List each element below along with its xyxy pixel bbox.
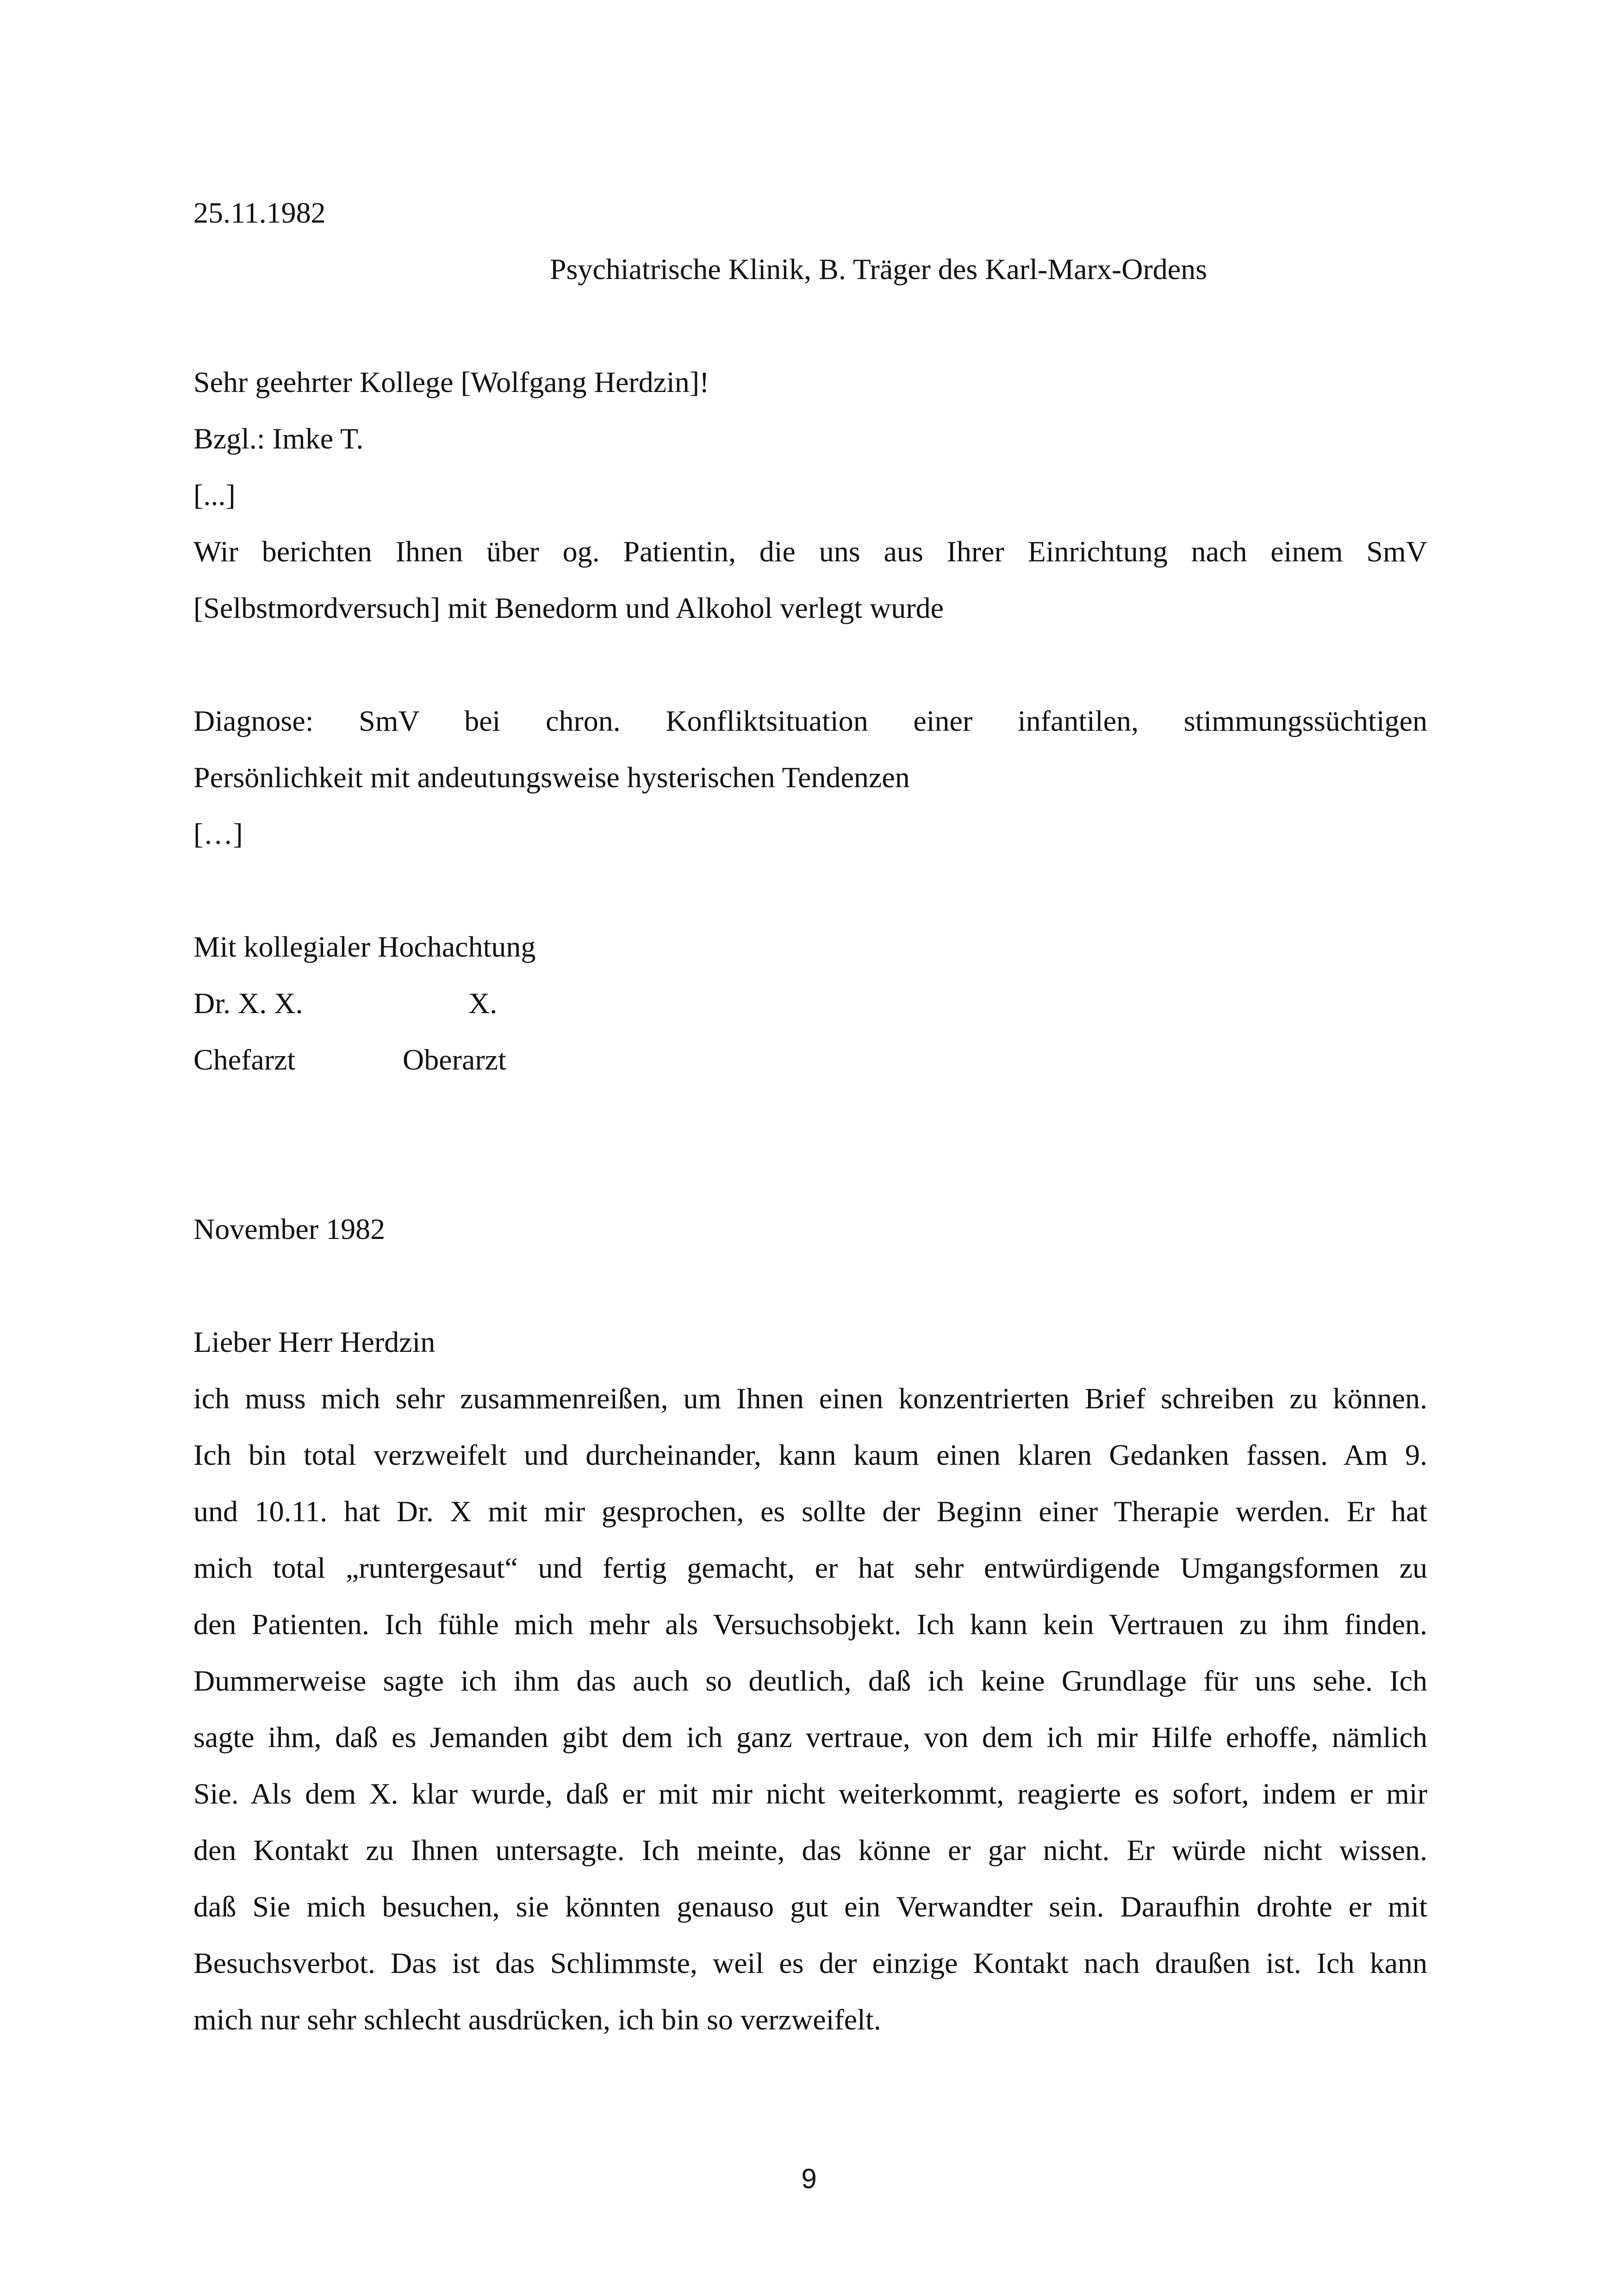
- letter1-diagnosis-line-1: Diagnose: SmV bei chron. Konfliktsituation einer infantilen, stimmungssüchtigen: [193, 704, 1427, 737]
- letter2-line: und 10.11. hat Dr. X mit mir gesprochen, es sollte der Beginn einer Therapie werden. Er hat: [193, 1495, 1427, 1528]
- letter2-line: mich total „runtergesaut“ und fertig gemacht, er hat sehr entwürdigende Umgangsformen zu: [193, 1551, 1427, 1584]
- letter1-reference: Bzgl.: Imke T.: [193, 422, 364, 455]
- letter2-line: den Kontakt zu Ihnen untersagte. Ich meinte, das könne er gar nicht. Er würde nicht wissen.: [193, 1834, 1427, 1867]
- letter1-body-line-1: Wir berichten Ihnen über og. Patientin, die uns aus Ihrer Einrichtung nach einem SmV: [193, 535, 1427, 568]
- letter1-date: 25.11.1982: [193, 196, 326, 229]
- letter2-line: mich nur sehr schlecht ausdrücken, ich bin so verzweifelt.: [193, 2003, 881, 2036]
- letter2-line: Besuchsverbot. Das ist das Schlimmste, weil es der einzige Kontakt nach draußen ist. Ich kann: [193, 1947, 1427, 1979]
- letter2-line: Ich bin total verzweifelt und durcheinander, kann kaum einen klaren Gedanken fassen. Am 9.: [193, 1438, 1427, 1471]
- signer2-title: Oberarzt: [403, 1043, 506, 1076]
- letter2-date: November 1982: [193, 1213, 386, 1245]
- signer1-title: Chefarzt: [193, 1043, 296, 1076]
- letter1-diagnosis-line-2: Persönlichkeit mit andeutungsweise hysterischen Tendenzen: [193, 761, 910, 794]
- letter2-line: sagte ihm, daß es Jemanden gibt dem ich ganz vertraue, von dem ich mir Hilfe erhoffe, nämlich: [193, 1721, 1427, 1754]
- letter2-line: den Patienten. Ich fühle mich mehr als Versuchsobjekt. Ich kann kein Vertrauen zu ihm finden.: [193, 1608, 1427, 1641]
- letter1-sender: Psychiatrische Klinik, B. Träger des Karl-Marx-Ordens: [549, 253, 1207, 286]
- signer2-name: X.: [468, 987, 498, 1020]
- letter2-line: daß Sie mich besuchen, sie könnten genauso gut ein Verwandter sein. Daraufhin drohte er mit: [193, 1890, 1427, 1923]
- letter2-line: Dummerweise sagte ich ihm das auch so deutlich, daß ich keine Grundlage für uns sehe. Ich: [193, 1664, 1427, 1697]
- letter2-salutation: Lieber Herr Herdzin: [193, 1325, 436, 1358]
- letter2-line: ich muss mich sehr zusammenreißen, um Ihnen einen konzentrierten Brief schreiben zu können.: [193, 1382, 1427, 1415]
- page-number: 9: [801, 2163, 817, 2194]
- letter1-ellipsis-2: […]: [193, 817, 243, 850]
- letter1-closing: Mit kollegialer Hochachtung: [193, 930, 536, 963]
- letter1-ellipsis-1: [...]: [193, 479, 236, 511]
- letter1-body-line-2: [Selbstmordversuch] mit Benedorm und Alkohol verlegt wurde: [193, 591, 944, 624]
- letter2-line: Sie. Als dem X. klar wurde, daß er mit mir nicht weiterkommt, reagierte es sofort, indem er mir: [193, 1777, 1427, 1810]
- signer1-name: Dr. X. X.: [193, 987, 303, 1020]
- letter1-salutation: Sehr geehrter Kollege [Wolfgang Herdzin]!: [193, 366, 709, 398]
